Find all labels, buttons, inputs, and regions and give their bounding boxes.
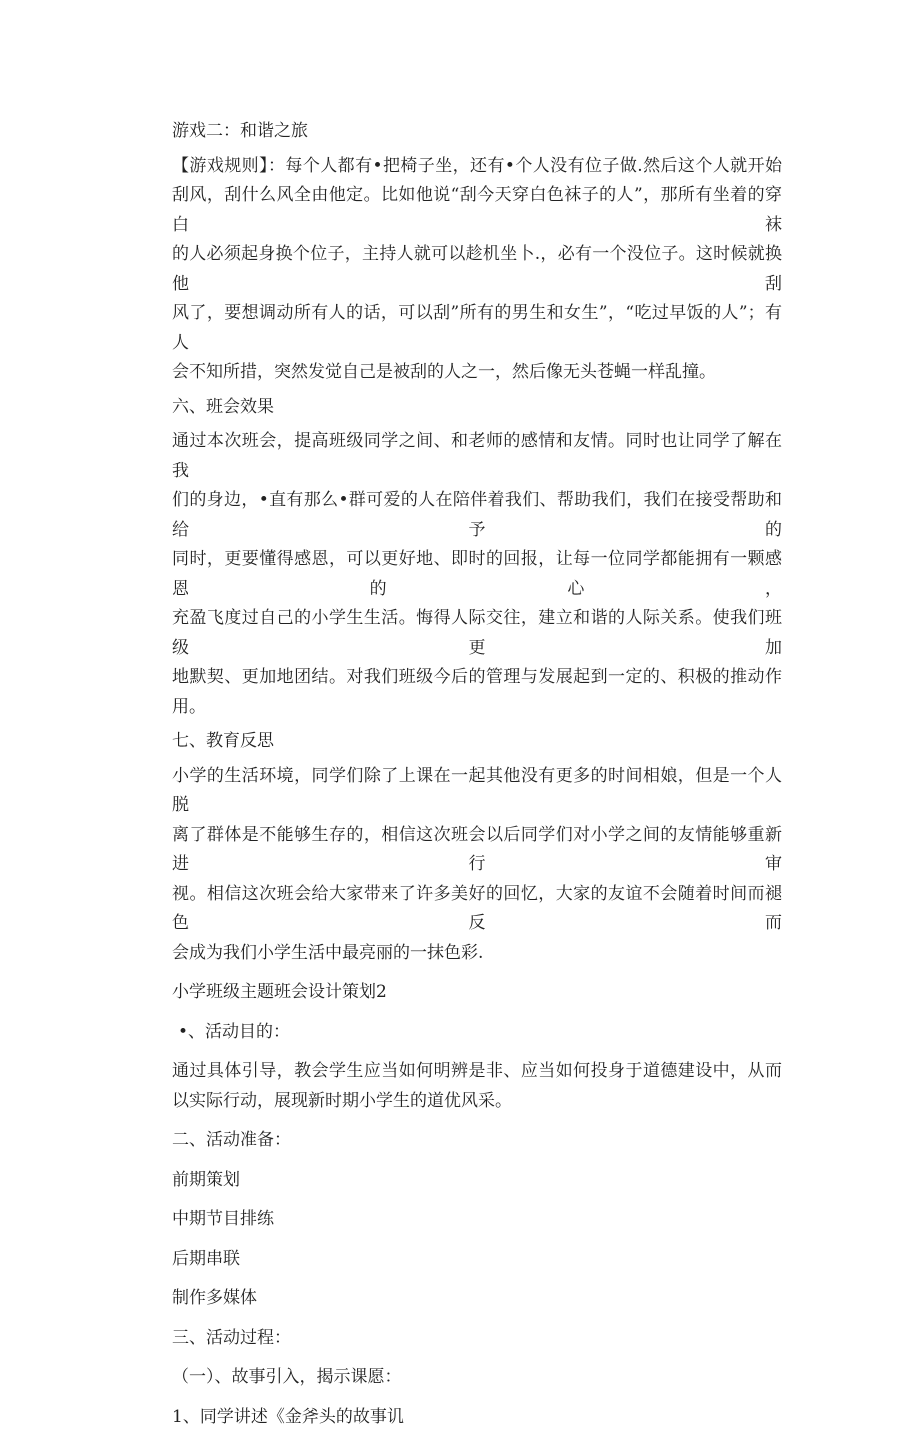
section7-line: 会成为我们小学生活中最亮丽的一抹色彩. (172, 939, 782, 969)
section7-line: 小学的生活环境，同学们除了上课在一起其他没有更多的时间相娘，但是一个人脱 (172, 762, 782, 821)
plan2-title: 小学班级主题班会设计策划2 (172, 978, 782, 1008)
section6-title: 六、班会效果 (172, 393, 782, 423)
section7-title: 七、教育反思 (172, 727, 782, 757)
objective-paragraph (172, 1057, 782, 1116)
objective-title: •、活动目的： (172, 1018, 782, 1048)
section6-paragraph (172, 427, 782, 722)
prep-item: 后期串联 (172, 1245, 782, 1275)
prep-item: 前期策划 (172, 1166, 782, 1196)
section6-line: 通过本次班会，提高班级同学之间、和老师的感情和友情。同时也让同学了解在我 (172, 427, 782, 486)
process-title: 三、活动过程： (172, 1324, 782, 1354)
process-sub1: （一）、故事引入，揭示课愿： (172, 1363, 782, 1393)
game2-rules-paragraph (172, 152, 782, 388)
section7-line: 离了群体是不能够生存的，相信这次班会以后同学们对小学之间的友情能够重新进行审 (172, 821, 782, 880)
objective-line: 以实际行动，展现新时期小学生的道优风采。 (172, 1087, 782, 1117)
process-item1: 1、同学讲述《金斧头的故事讥 (172, 1403, 782, 1432)
game2-rules-line: 刮风，刮什么风全由他定。比如他说“刮今天穿白色袜子的人”，那所有坐着的穿白袜 (172, 181, 782, 240)
document-content (172, 117, 782, 1432)
objective-line: 通过具体引导，教会学生应当如何明辨是非、应当如何投身于道德建设中，从而 (172, 1057, 782, 1087)
section6-line: 同时，更要懂得感恩，可以更好地、即时的回报，让每一位同学都能拥有一颗感恩的心， (172, 545, 782, 604)
section7-line: 视。相信这次班会给大家带来了许多美好的回忆，大家的友谊不会随着时间而褪色反而 (172, 880, 782, 939)
prep-title: 二、活动准备： (172, 1126, 782, 1156)
section6-line: 地默契、更加地团结。对我们班级今后的管理与发展起到一定的、积极的推动作用。 (172, 663, 782, 722)
game2-rules-line: 会不知所措，突然发觉自己是被刮的人之一，然后像无头苍蝇一样乱撞。 (172, 358, 782, 388)
game2-title: 游戏二：和谐之旅 (172, 117, 782, 147)
prep-item: 中期节目排练 (172, 1205, 782, 1235)
section7-paragraph (172, 762, 782, 969)
prep-item: 制作多媒体 (172, 1284, 782, 1314)
section6-line: 充盈飞度过自己的小学生生活。悔得人际交往，建立和谐的人际关系。使我们班级更加 (172, 604, 782, 663)
game2-rules-line: 的人必须起身换个位子，主持人就可以趁机坐卜.，必有一个没位子。这时候就换他刮 (172, 240, 782, 299)
section6-line: 们的身边，•直有那么•群可爱的人在陪伴着我们、帮助我们，我们在接受帮助和给予的 (172, 486, 782, 545)
game2-rules-line: 【游戏规则】：每个人都有•把椅子坐，还有•个人没有位子做.然后这个人就开始 (172, 152, 782, 182)
game2-rules-line: 风了，要想调动所有人的话，可以刮”所有的男生和女生”，“吃过早饭的人”；有人 (172, 299, 782, 358)
